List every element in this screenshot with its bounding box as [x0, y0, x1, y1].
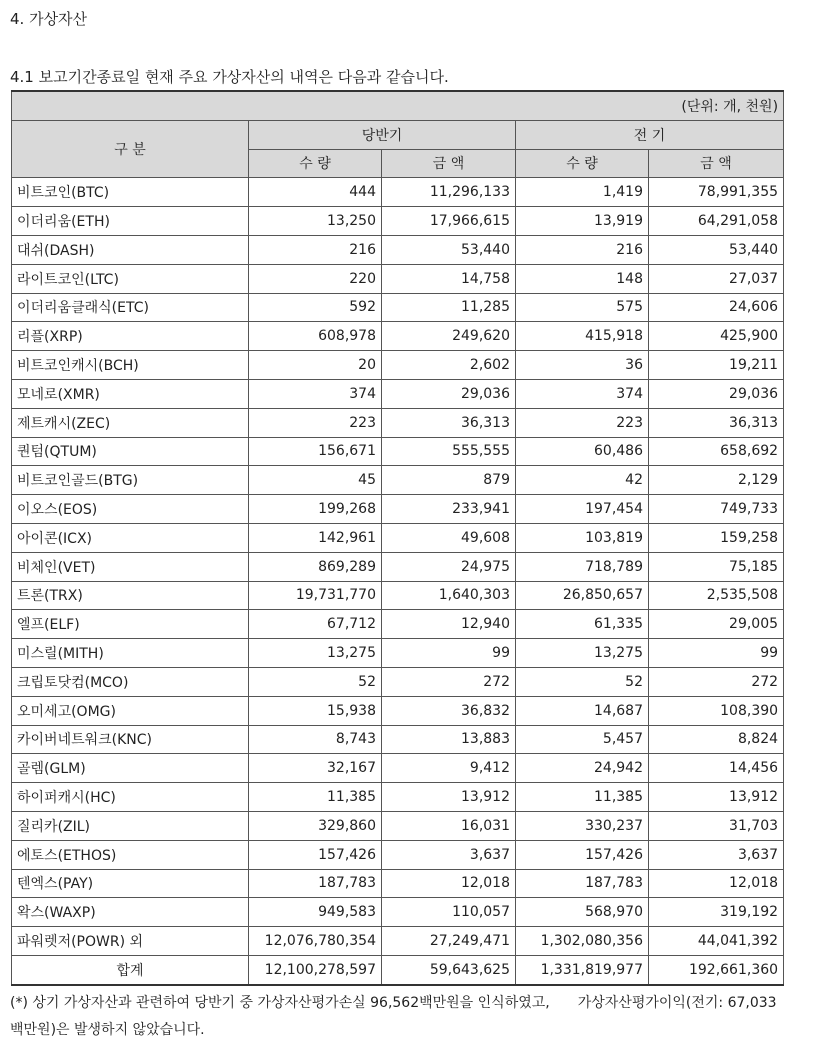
- prior-amount: 2,535,508: [649, 581, 784, 610]
- prior-amount: 29,036: [649, 379, 784, 408]
- table-row: [12, 610, 784, 639]
- current-quantity: 13,275: [249, 639, 382, 668]
- prior-amount: 749,733: [649, 495, 784, 524]
- current-amount: 24,975: [382, 552, 516, 581]
- prior-amount: 12,018: [649, 869, 784, 898]
- prior-amount: 44,041,392: [649, 927, 784, 956]
- table-row: [12, 322, 784, 351]
- asset-name: 미스릴(MITH): [12, 639, 249, 668]
- prior-amount: 99: [649, 639, 784, 668]
- unit-label: (단위: 개, 천원): [12, 91, 784, 120]
- header-current-quantity: 수 량: [249, 149, 382, 178]
- prior-quantity: 60,486: [516, 437, 649, 466]
- asset-name: 비트코인(BTC): [12, 178, 249, 207]
- sub-title: 4.1 보고기간종료일 현재 주요 가상자산의 내역은 다음과 같습니다.: [10, 68, 449, 86]
- asset-name: 비트코인캐시(BCH): [12, 351, 249, 380]
- prior-quantity: 197,454: [516, 495, 649, 524]
- asset-name: 엘프(ELF): [12, 610, 249, 639]
- total-prior-amount: 192,661,360: [649, 955, 784, 984]
- table-row: [12, 725, 784, 754]
- header-prior-period: 전 기: [516, 120, 784, 149]
- current-amount: 11,296,133: [382, 178, 516, 207]
- prior-amount: 24,606: [649, 293, 784, 322]
- prior-quantity: 187,783: [516, 869, 649, 898]
- asset-name: 리플(XRP): [12, 322, 249, 351]
- prior-amount: 64,291,058: [649, 207, 784, 236]
- table-row: [12, 495, 784, 524]
- prior-quantity: 330,237: [516, 811, 649, 840]
- table-row: [12, 466, 784, 495]
- asset-name: 텐엑스(PAY): [12, 869, 249, 898]
- asset-name: 이더리움클래식(ETC): [12, 293, 249, 322]
- prior-quantity: 148: [516, 264, 649, 293]
- prior-quantity: 52: [516, 667, 649, 696]
- current-quantity: 608,978: [249, 322, 382, 351]
- prior-quantity: 24,942: [516, 754, 649, 783]
- header-current-amount: 금 액: [382, 149, 516, 178]
- current-amount: 16,031: [382, 811, 516, 840]
- asset-name: 파워렛저(POWR) 외: [12, 927, 249, 956]
- header-current-period: 당반기: [249, 120, 516, 149]
- table-row: [12, 437, 784, 466]
- current-amount: 13,883: [382, 725, 516, 754]
- current-amount: 272: [382, 667, 516, 696]
- asset-name: 라이트코인(LTC): [12, 264, 249, 293]
- asset-name: 크립토닷컴(MCO): [12, 667, 249, 696]
- table-row: [12, 811, 784, 840]
- current-quantity: 592: [249, 293, 382, 322]
- current-quantity: 19,731,770: [249, 581, 382, 610]
- table-row: [12, 783, 784, 812]
- header-row-1: [12, 120, 784, 149]
- current-quantity: 45: [249, 466, 382, 495]
- prior-amount: 53,440: [649, 235, 784, 264]
- prior-amount: 108,390: [649, 696, 784, 725]
- prior-amount: 272: [649, 667, 784, 696]
- prior-quantity: 575: [516, 293, 649, 322]
- prior-quantity: 42: [516, 466, 649, 495]
- unit-row: [12, 91, 784, 120]
- section-title: 4. 가상자산: [10, 10, 88, 28]
- current-amount: 49,608: [382, 523, 516, 552]
- table-row: [12, 898, 784, 927]
- current-quantity: 223: [249, 408, 382, 437]
- asset-name: 대쉬(DASH): [12, 235, 249, 264]
- prior-quantity: 216: [516, 235, 649, 264]
- prior-quantity: 13,919: [516, 207, 649, 236]
- asset-name: 트론(TRX): [12, 581, 249, 610]
- prior-quantity: 5,457: [516, 725, 649, 754]
- asset-name: 아이콘(ICX): [12, 523, 249, 552]
- prior-quantity: 13,275: [516, 639, 649, 668]
- prior-amount: 658,692: [649, 437, 784, 466]
- prior-amount: 319,192: [649, 898, 784, 927]
- prior-amount: 425,900: [649, 322, 784, 351]
- prior-quantity: 568,970: [516, 898, 649, 927]
- table-row: [12, 235, 784, 264]
- prior-amount: 75,185: [649, 552, 784, 581]
- table-row: [12, 523, 784, 552]
- table-row: [12, 581, 784, 610]
- current-amount: 9,412: [382, 754, 516, 783]
- total-current-quantity: 12,100,278,597: [249, 955, 382, 984]
- current-amount: 3,637: [382, 840, 516, 869]
- asset-name: 카이버네트워크(KNC): [12, 725, 249, 754]
- table-row: [12, 207, 784, 236]
- asset-name: 에토스(ETHOS): [12, 840, 249, 869]
- prior-amount: 36,313: [649, 408, 784, 437]
- current-amount: 2,602: [382, 351, 516, 380]
- table-row: [12, 552, 784, 581]
- current-amount: 13,912: [382, 783, 516, 812]
- prior-quantity: 26,850,657: [516, 581, 649, 610]
- current-quantity: 157,426: [249, 840, 382, 869]
- asset-name: 질리카(ZIL): [12, 811, 249, 840]
- current-quantity: 12,076,780,354: [249, 927, 382, 956]
- prior-quantity: 14,687: [516, 696, 649, 725]
- current-quantity: 15,938: [249, 696, 382, 725]
- current-amount: 14,758: [382, 264, 516, 293]
- asset-name: 비트코인골드(BTG): [12, 466, 249, 495]
- footnote-part2: 가상자산평가이익(전기: 67,033백만원)은 발생하지 않았습니다.: [10, 995, 777, 1038]
- prior-amount: 13,912: [649, 783, 784, 812]
- current-amount: 1,640,303: [382, 581, 516, 610]
- virtual-assets-table: [11, 90, 784, 986]
- prior-quantity: 718,789: [516, 552, 649, 581]
- current-amount: 12,018: [382, 869, 516, 898]
- prior-amount: 2,129: [649, 466, 784, 495]
- table-row: [12, 264, 784, 293]
- asset-name: 이더리움(ETH): [12, 207, 249, 236]
- asset-name: 하이퍼캐시(HC): [12, 783, 249, 812]
- total-row: [12, 955, 784, 984]
- current-quantity: 32,167: [249, 754, 382, 783]
- header-prior-amount: 금 액: [649, 149, 784, 178]
- asset-name: 오미세고(OMG): [12, 696, 249, 725]
- asset-name: 퀀텀(QTUM): [12, 437, 249, 466]
- footnote-part1: (*) 상기 가상자산과 관련하여 당반기 중 가상자산평가손실 96,562백만원을 인식하였고,: [10, 995, 550, 1011]
- current-amount: 99: [382, 639, 516, 668]
- current-quantity: 11,385: [249, 783, 382, 812]
- table-row: [12, 379, 784, 408]
- table-row: [12, 667, 784, 696]
- current-quantity: 67,712: [249, 610, 382, 639]
- asset-name: 왁스(WAXP): [12, 898, 249, 927]
- header-prior-quantity: 수 량: [516, 149, 649, 178]
- current-amount: 12,940: [382, 610, 516, 639]
- current-quantity: 142,961: [249, 523, 382, 552]
- asset-rows: [12, 178, 784, 956]
- asset-name: 제트캐시(ZEC): [12, 408, 249, 437]
- current-quantity: 220: [249, 264, 382, 293]
- current-quantity: 949,583: [249, 898, 382, 927]
- current-quantity: 374: [249, 379, 382, 408]
- prior-amount: 78,991,355: [649, 178, 784, 207]
- asset-name: 이오스(EOS): [12, 495, 249, 524]
- current-amount: 11,285: [382, 293, 516, 322]
- prior-amount: 29,005: [649, 610, 784, 639]
- current-amount: 249,620: [382, 322, 516, 351]
- total-prior-quantity: 1,331,819,977: [516, 955, 649, 984]
- current-amount: 233,941: [382, 495, 516, 524]
- table-row: [12, 178, 784, 207]
- asset-name: 비체인(VET): [12, 552, 249, 581]
- table-row: [12, 696, 784, 725]
- table-row: [12, 351, 784, 380]
- table-row: [12, 639, 784, 668]
- prior-quantity: 374: [516, 379, 649, 408]
- table-row: [12, 840, 784, 869]
- current-amount: 879: [382, 466, 516, 495]
- prior-amount: 19,211: [649, 351, 784, 380]
- prior-quantity: 103,819: [516, 523, 649, 552]
- current-quantity: 8,743: [249, 725, 382, 754]
- current-amount: 53,440: [382, 235, 516, 264]
- prior-quantity: 1,419: [516, 178, 649, 207]
- prior-amount: 8,824: [649, 725, 784, 754]
- current-quantity: 20: [249, 351, 382, 380]
- current-amount: 36,313: [382, 408, 516, 437]
- prior-quantity: 1,302,080,356: [516, 927, 649, 956]
- current-amount: 36,832: [382, 696, 516, 725]
- current-quantity: 199,268: [249, 495, 382, 524]
- prior-quantity: 36: [516, 351, 649, 380]
- table-row: [12, 408, 784, 437]
- current-amount: 110,057: [382, 898, 516, 927]
- asset-name: 골렘(GLM): [12, 754, 249, 783]
- current-amount: 27,249,471: [382, 927, 516, 956]
- current-quantity: 13,250: [249, 207, 382, 236]
- current-quantity: 216: [249, 235, 382, 264]
- current-quantity: 52: [249, 667, 382, 696]
- table-row: [12, 293, 784, 322]
- table-row: [12, 754, 784, 783]
- current-amount: 17,966,615: [382, 207, 516, 236]
- prior-amount: 159,258: [649, 523, 784, 552]
- current-quantity: 869,289: [249, 552, 382, 581]
- prior-quantity: 223: [516, 408, 649, 437]
- prior-quantity: 415,918: [516, 322, 649, 351]
- prior-amount: 31,703: [649, 811, 784, 840]
- prior-amount: 14,456: [649, 754, 784, 783]
- prior-quantity: 11,385: [516, 783, 649, 812]
- asset-name: 모네로(XMR): [12, 379, 249, 408]
- current-quantity: 444: [249, 178, 382, 207]
- current-quantity: 156,671: [249, 437, 382, 466]
- prior-amount: 3,637: [649, 840, 784, 869]
- current-quantity: 329,860: [249, 811, 382, 840]
- total-label: 합계: [12, 955, 249, 984]
- total-current-amount: 59,643,625: [382, 955, 516, 984]
- current-amount: 555,555: [382, 437, 516, 466]
- table-row: [12, 927, 784, 956]
- footnote: [10, 990, 790, 1044]
- table-row: [12, 869, 784, 898]
- current-amount: 29,036: [382, 379, 516, 408]
- prior-quantity: 157,426: [516, 840, 649, 869]
- current-quantity: 187,783: [249, 869, 382, 898]
- header-category: 구 분: [12, 120, 249, 178]
- prior-amount: 27,037: [649, 264, 784, 293]
- prior-quantity: 61,335: [516, 610, 649, 639]
